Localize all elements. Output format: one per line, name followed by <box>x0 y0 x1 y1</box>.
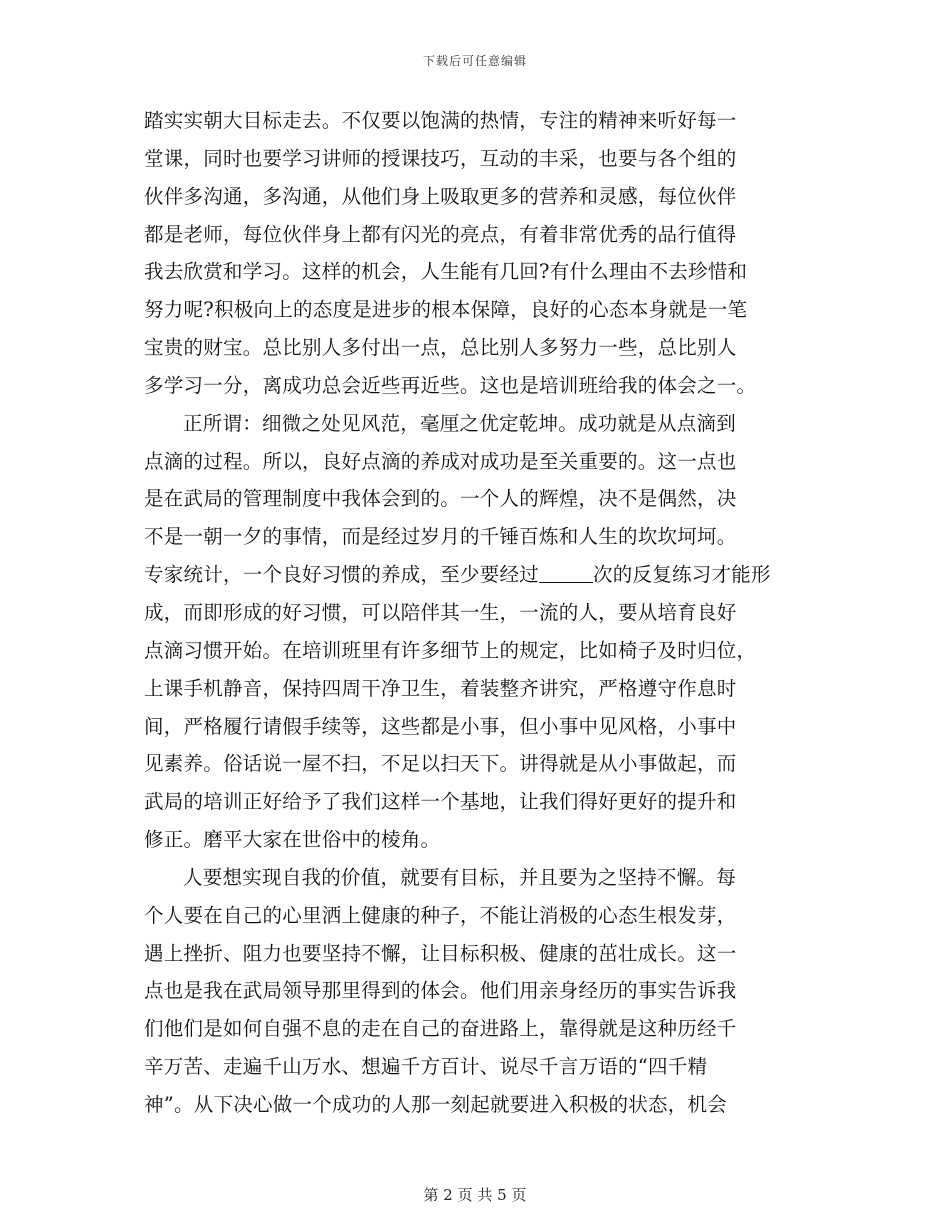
fill-in-blank <box>539 558 593 583</box>
text-line: 武局的培训正好给予了我们这样一个基地，让我们得好更好的提升和 <box>144 790 737 814</box>
text-line: 点也是我在武局领导那里得到的体会。他们用亲身经历的事实告诉我 <box>144 979 737 1003</box>
text-line: 不是一朝一夕的事情，而是经过岁月的千锤百炼和人生的坎坎坷坷。 <box>144 525 737 549</box>
text-line: 见素养。俗话说一屋不扫，不足以扫天下。讲得就是从小事做起，而 <box>144 752 737 776</box>
text-line: 上课手机静音，保持四周干净卫生，着装整齐讲究，严格遵守作息时 <box>144 676 737 700</box>
text-line-segment: 专家统计，一个良好习惯的养成，至少要经过 <box>144 563 540 587</box>
text-line: 踏实实朝大目标走去。不仅要以饱满的热情，专注的精神来听好每一 <box>144 109 737 132</box>
text-line <box>144 556 806 594</box>
text-line: 遇上挫折、阻力也要坚持不懈，让目标积极、健康的茁壮成长。这一 <box>144 941 737 965</box>
text-line: 成，而即形成的好习惯，可以陪伴其一生，一流的人，要从培育良好 <box>144 600 737 624</box>
text-line: 点滴的过程。所以，良好点滴的养成对成功是至关重要的。这一点也 <box>144 449 737 473</box>
text-line: 点滴习惯开始。在培训班里有许多细节上的规定，比如椅子及时归位， <box>144 638 757 662</box>
text-line: 正所谓：细微之处见风范，毫厘之优定乾坤。成功就是从点滴到 <box>183 411 737 435</box>
text-line: 修正。磨平大家在世俗中的棱角。 <box>144 828 441 852</box>
document-body <box>144 102 806 1124</box>
text-line: 伙伴多沟通，多沟通，从他们身上吸取更多的营养和灵感，每位伙伴 <box>144 184 737 208</box>
text-line: 都是老师，每位伙伴身上都有闪光的亮点，有着非常优秀的品行值得 <box>144 222 737 246</box>
text-line: 人要想实现自我的价值，就要有目标，并且要为之坚持不懈。每 <box>183 865 737 889</box>
text-line: 宝贵的财宝。总比别人多付出一点，总比别人多努力一些，总比别人 <box>144 336 737 360</box>
text-line: 努力呢?积极向上的态度是进步的根本保障，良好的心态本身就是一笔 <box>144 298 748 322</box>
text-line: 辛万苦、走遍千山万水、想遍千方百计、说尽千言万语的“四千精 <box>144 1055 708 1079</box>
text-line: 是在武局的管理制度中我体会到的。一个人的辉煌，决不是偶然，决 <box>144 487 737 511</box>
page-header: 下载后可任意编辑 <box>422 54 527 68</box>
text-line: 神”。从下决心做一个成功的人那一刻起就要进入积极的状态，机会 <box>144 1092 727 1116</box>
page-footer: 第 2 页 共 5 页 <box>423 1186 527 1204</box>
text-line: 我去欣赏和学习。这样的机会，人生能有几回?有什么理由不去珍惜和 <box>144 260 748 284</box>
text-line: 堂课，同时也要学习讲师的授课技巧，互动的丰采，也要与各个组的 <box>144 146 737 170</box>
text-line-segment: 次的反复练习才能形 <box>593 563 771 587</box>
text-line: 多学习一分，离成功总会近些再近些。这也是培训班给我的体会之一。 <box>144 373 757 397</box>
text-line: 们他们是如何自强不息的走在自己的奋进路上，靠得就是这种历经千 <box>144 1017 737 1041</box>
text-line: 个人要在自己的心里洒上健康的种子，不能让消极的心态生根发芽， <box>144 903 737 927</box>
text-line: 间，严格履行请假手续等，这些都是小事，但小事中见风格，小事中 <box>144 714 737 738</box>
